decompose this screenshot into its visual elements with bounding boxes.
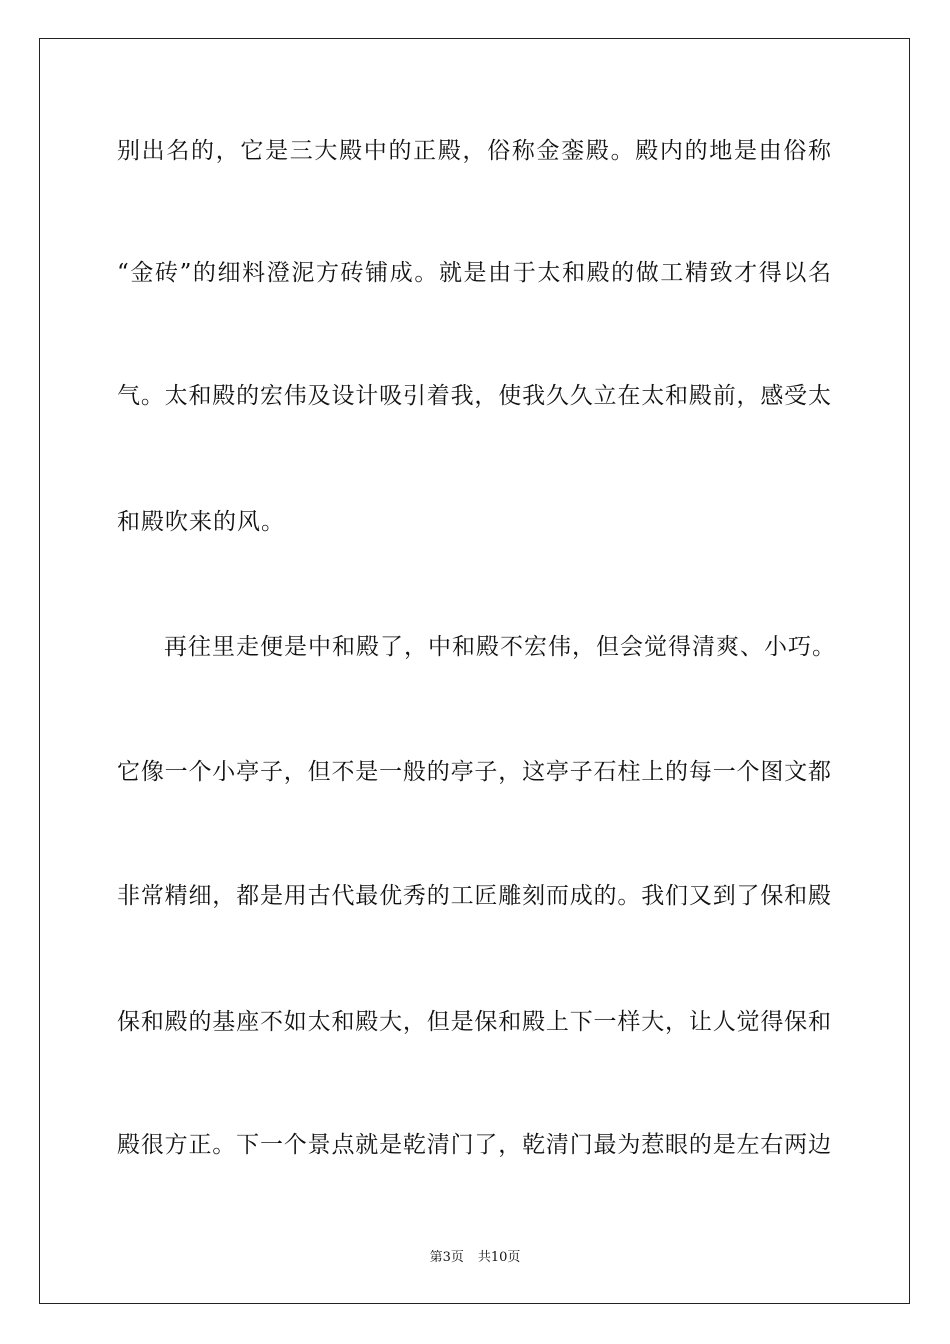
- text-line: 和殿吹来的风。: [117, 509, 285, 535]
- page-number: 第3页: [429, 1250, 464, 1265]
- text-line: “金砖”的细料澄泥方砖铺成。就是由于太和殿的做工精致才得以名: [117, 260, 831, 286]
- text-line: 保和殿的基座不如太和殿大，但是保和殿上下一样大，让人觉得保和: [117, 1009, 831, 1035]
- text-line: 气。太和殿的宏伟及设计吸引着我，使我久久立在太和殿前，感受太: [117, 383, 831, 409]
- page-total: 共10页: [477, 1250, 521, 1265]
- page-frame: [39, 38, 910, 1304]
- text-line: 非常精细，都是用古代最优秀的工匠雕刻而成的。我们又到了保和殿: [117, 883, 831, 909]
- text-line: 它像一个小亭子，但不是一般的亭子，这亭子石柱上的每一个图文都: [117, 759, 831, 785]
- page-footer: [0, 1246, 950, 1265]
- text-line: 殿很方正。下一个景点就是乾清门了，乾清门最为惹眼的是左右两边: [117, 1132, 831, 1158]
- text-line: 别出名的，它是三大殿中的正殿，俗称金銮殿。殿内的地是由俗称: [117, 138, 831, 164]
- paragraph-first-line: 再往里走便是中和殿了，中和殿不宏伟，但会觉得清爽、小巧。: [164, 634, 836, 660]
